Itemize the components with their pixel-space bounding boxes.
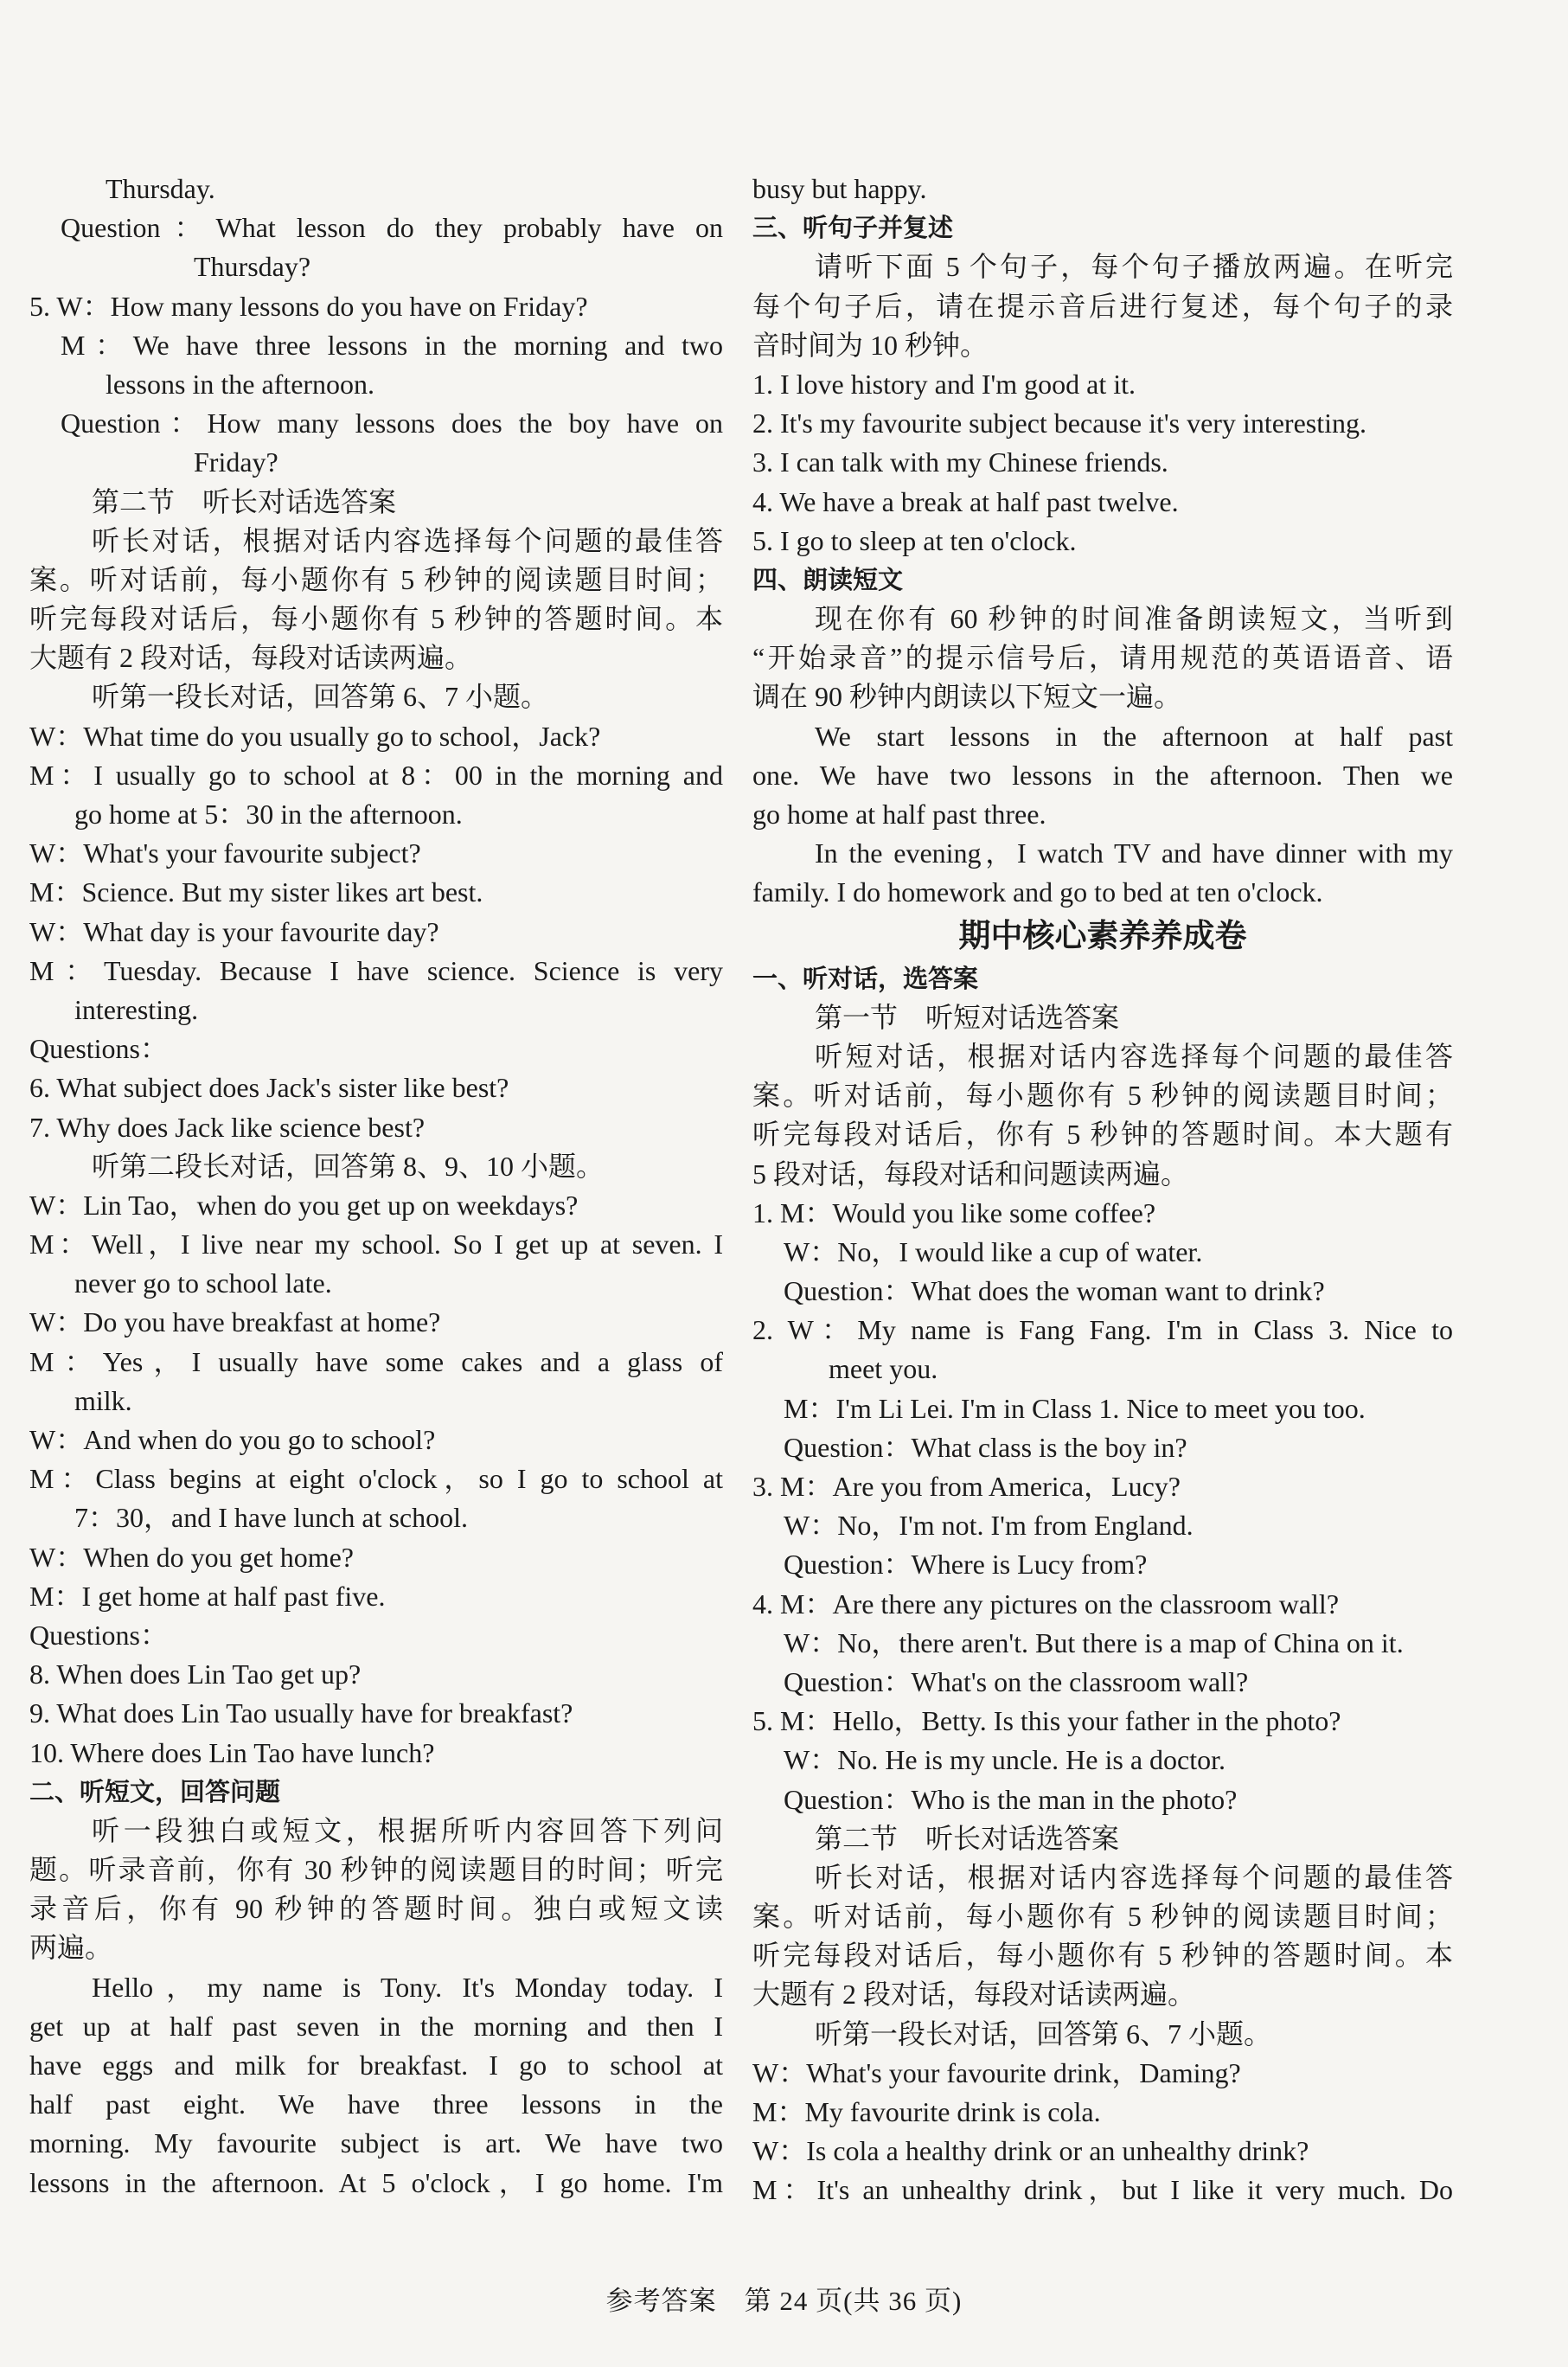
text-line: 听第二段长对话，回答第 8、9、10 小题。: [92, 1150, 605, 1182]
text-line: 每个句子后，请在提示音后进行复述，每个句子的录: [752, 290, 1453, 322]
text-line: 大题有 2 段对话，每段对话读两遍。: [29, 642, 473, 674]
text-line: M：I'm Li Lei. I'm in Class 1. Nice to meet you too.: [784, 1392, 1366, 1424]
text-line: 第一节 听短对话选答案: [815, 1001, 1120, 1033]
text-line: 6. What subject does Jack's sister like best?: [29, 1072, 509, 1104]
text-line: Question：What class is the boy in?: [784, 1431, 1187, 1463]
text-line: W：No，I'm not. I'm from England.: [784, 1510, 1194, 1542]
text-line: 听第一段长对话，回答第 6、7 小题。: [815, 2017, 1272, 2049]
text-line: 8. When does Lin Tao get up?: [29, 1658, 362, 1690]
text-line: W：What's your favourite subject?: [29, 837, 421, 869]
text-line: M：We have three lessons in the morning and two: [61, 329, 723, 361]
text-line: Question：How many lessons does the boy have on: [61, 407, 723, 439]
text-line: Thursday.: [106, 173, 215, 204]
paper-title: 期中核心素养养成卷: [958, 916, 1247, 954]
text-line: 案。听对话前，每小题你有 5 秒钟的阅读题目时间；: [752, 1080, 1453, 1112]
page-footer: 参考答案 第 24 页(共 36 页): [605, 2286, 963, 2316]
text-line: interesting.: [74, 993, 199, 1025]
left-column: [29, 170, 723, 2203]
text-line: M：Yes，I usually have some cakes and a glass of: [29, 1345, 723, 1377]
text-line: Question：What does the woman want to drink?: [784, 1275, 1325, 1307]
text-line: M：I usually go to school at 8：00 in the morning and: [29, 759, 723, 791]
text-line: Question：What lesson do they probably have on: [61, 212, 723, 244]
text-line: W：And when do you go to school?: [29, 1424, 436, 1455]
text-line: W：Lin Tao，when do you get up on weekdays?: [29, 1189, 579, 1221]
text-line: Question：Where is Lucy from?: [784, 1549, 1148, 1581]
section-heading: 一、听对话，选答案: [752, 963, 979, 993]
text-line: go home at half past three.: [752, 799, 1046, 830]
text-line: W：Do you have breakfast at home?: [29, 1306, 441, 1338]
text-line: M：Class begins at eight o'clock，so I go to school at: [29, 1463, 723, 1495]
text-line: W：What time do you usually go to school，Jack?: [29, 720, 601, 752]
text-line: 7：30，and I have lunch at school.: [74, 1502, 469, 1534]
text-line: 请听下面 5 个句子，每个句子播放两遍。在听完: [815, 251, 1453, 283]
text-line: 听完每段对话后，每小题你有 5 秒钟的答题时间。本: [752, 1940, 1453, 1972]
text-line: 音时间为 10 秒钟。: [752, 329, 989, 361]
text-line: morning. My favourite subject is art. We have two: [29, 2127, 723, 2159]
text-line: W：No，there aren't. But there is a map of China on it.: [784, 1626, 1404, 1658]
text-line: 听第一段长对话，回答第 6、7 小题。: [92, 681, 549, 713]
section-heading: 二、听短文，回答问题: [29, 1776, 281, 1806]
text-line: busy but happy.: [752, 173, 927, 204]
text-line: 9. What does Lin Tao usually have for breakfast?: [29, 1697, 573, 1729]
text-line: 第二节 听长对话选答案: [92, 485, 397, 517]
text-line: Question：Who is the man in the photo?: [784, 1783, 1238, 1815]
text-line: 4. M：Are there any pictures on the classroom wall?: [752, 1588, 1340, 1620]
text-line: W：No. He is my uncle. He is a doctor.: [784, 1744, 1226, 1776]
text-line: 3. I can talk with my Chinese friends.: [752, 446, 1168, 478]
text-line: 1. M：Would you like some coffee?: [752, 1196, 1156, 1228]
text-line: family. I do homework and go to bed at ten o'clock.: [752, 876, 1323, 908]
text-line: Questions：: [29, 1619, 169, 1651]
text-line: Thursday?: [194, 251, 311, 283]
text-line: have eggs and milk for breakfast. I go to school at: [29, 2049, 723, 2081]
text-line: 5 段对话，每段对话和问题读两遍。: [752, 1158, 1189, 1190]
text-line: 1. I love history and I'm good at it.: [752, 368, 1136, 400]
text-line: M：Tuesday. Because I have science. Science is very: [29, 954, 723, 986]
text-line: half past eight. We have three lessons in the: [29, 2088, 723, 2120]
text-line: 大题有 2 段对话，每段对话读两遍。: [752, 1979, 1196, 2011]
text-line: 听长对话，根据对话内容选择每个问题的最佳答: [92, 524, 723, 556]
text-line: 两遍。: [29, 1932, 113, 1964]
text-line: 5. M：Hello，Betty. Is this your father in the photo?: [752, 1705, 1341, 1737]
text-line: M：Science. But my sister likes art best.: [29, 876, 483, 908]
text-line: meet you.: [829, 1353, 938, 1385]
text-line: 听完每段对话后，你有 5 秒钟的答题时间。本大题有: [752, 1119, 1453, 1151]
text-line: 第二节 听长对话选答案: [815, 1822, 1120, 1854]
section-heading: 四、朗读短文: [752, 564, 904, 594]
text-line: 4. We have a break at half past twelve.: [752, 485, 1179, 517]
text-line: Hello，my name is Tony. It's Monday today. I: [92, 1971, 723, 2003]
text-line: W：No，I would like a cup of water.: [784, 1235, 1203, 1267]
text-line: get up at half past seven in the morning and then I: [29, 2010, 723, 2042]
text-line: lessons in the afternoon. At 5 o'clock，I go home. I'm: [29, 2166, 723, 2198]
text-line: M：It's an unhealthy drink，but I like it very much. Do: [752, 2174, 1453, 2206]
text-line: “开始录音”的提示信号后，请用规范的英语语音、语: [752, 642, 1453, 674]
text-line: milk.: [74, 1384, 132, 1416]
text-line: W：What day is your favourite day?: [29, 915, 439, 947]
text-line: 录音后，你有 90 秒钟的答题时间。独白或短文读: [29, 1893, 723, 1925]
text-line: 题。听录音前，你有 30 秒钟的阅读题目的时间；听完: [29, 1854, 723, 1886]
section-heading: 三、听句子并复述: [752, 213, 954, 243]
text-line: Question：What's on the classroom wall?: [784, 1665, 1249, 1697]
text-line: W：What's your favourite drink，Daming?: [752, 2056, 1241, 2088]
text-line: 调在 90 秒钟内朗读以下短文一遍。: [752, 681, 1182, 713]
text-line: 听一段独白或短文，根据所听内容回答下列问: [92, 1814, 723, 1846]
text-line: 听短对话，根据对话内容选择每个问题的最佳答: [815, 1040, 1453, 1072]
text-line: We start lessons in the afternoon at half past: [815, 720, 1453, 752]
text-line: 现在你有 60 秒钟的时间准备朗读短文，当听到: [815, 603, 1453, 635]
text-line: 听完每段对话后，每小题你有 5 秒钟的答题时间。本: [29, 603, 723, 635]
text-line: 10. Where does Lin Tao have lunch?: [29, 1736, 435, 1768]
text-line: 案。听对话前，每小题你有 5 秒钟的阅读题目时间；: [29, 563, 723, 595]
text-line: 2. It's my favourite subject because it's very interesting.: [752, 407, 1366, 439]
text-line: never go to school late.: [74, 1267, 332, 1299]
text-line: In the evening，I watch TV and have dinner with my: [815, 837, 1453, 869]
text-line: W：Is cola a healthy drink or an unhealthy drink?: [752, 2135, 1309, 2167]
text-line: Friday?: [194, 446, 278, 478]
text-line: M：I get home at half past five.: [29, 1580, 386, 1612]
text-line: 7. Why does Jack like science best?: [29, 1111, 426, 1143]
right-column: [752, 170, 1453, 2210]
text-line: 5. I go to sleep at ten o'clock.: [752, 524, 1077, 556]
text-line: M：My favourite drink is cola.: [752, 2096, 1101, 2127]
text-line: go home at 5：30 in the afternoon.: [74, 799, 463, 830]
text-line: one. We have two lessons in the afternoon. Then we: [752, 759, 1453, 791]
text-line: 案。听对话前，每小题你有 5 秒钟的阅读题目时间；: [752, 1901, 1453, 1933]
text-line: 3. M：Are you from America，Lucy?: [752, 1471, 1181, 1502]
text-line: Questions：: [29, 1033, 169, 1065]
text-line: lessons in the afternoon.: [106, 368, 375, 400]
text-line: 5. W：How many lessons do you have on Friday?: [29, 290, 588, 322]
text-line: 听长对话，根据对话内容选择每个问题的最佳答: [815, 1861, 1453, 1893]
text-line: W：When do you get home?: [29, 1541, 355, 1573]
text-line: 2. W：My name is Fang Fang. I'm in Class 3. Nice to: [752, 1314, 1453, 1346]
text-line: M：Well，I live near my school. So I get up at seven. I: [29, 1228, 723, 1260]
